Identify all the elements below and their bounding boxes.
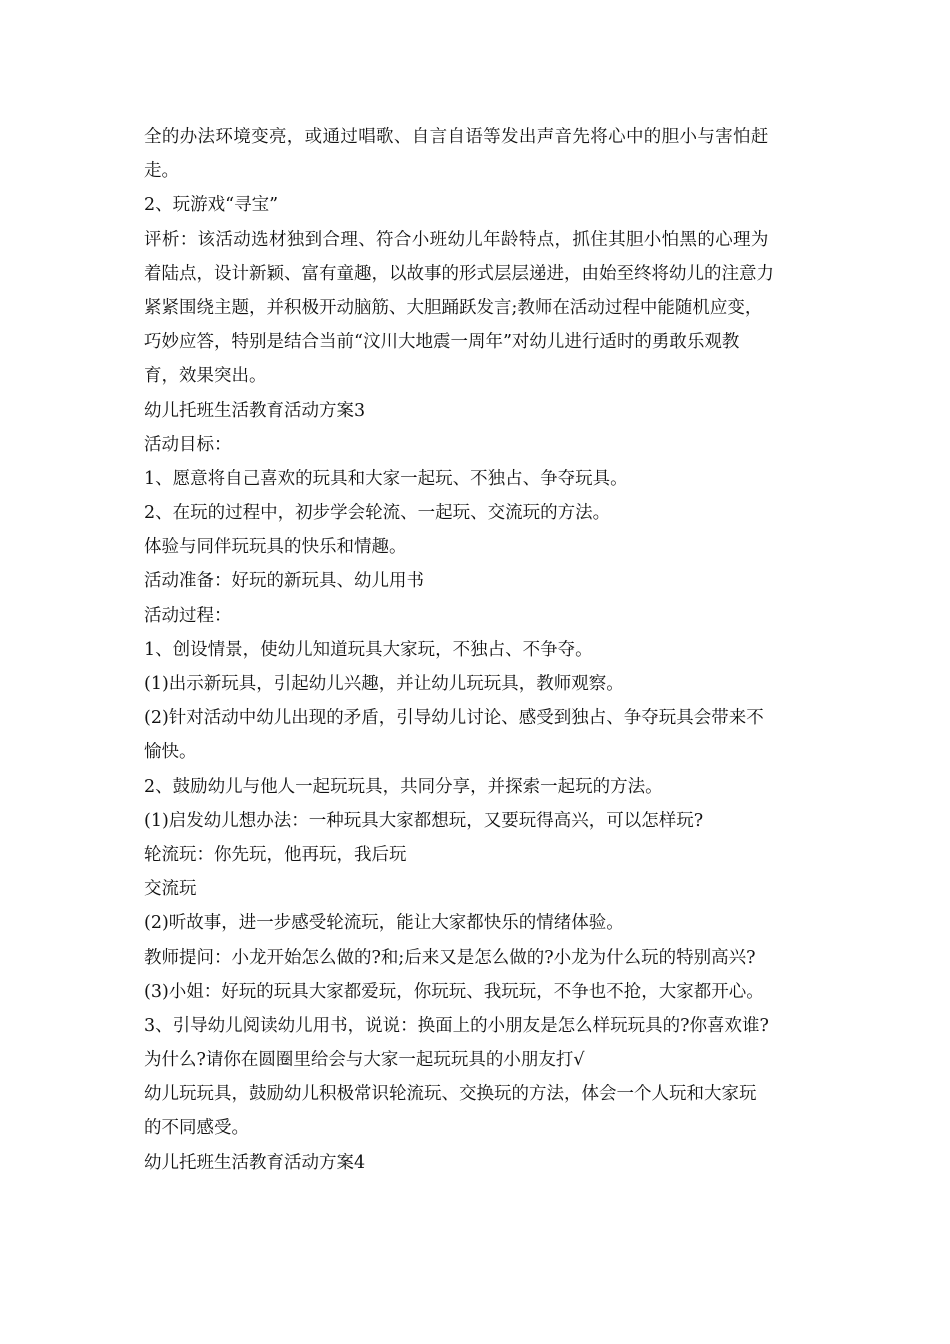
paragraph-line: 走。 (144, 161, 179, 182)
paragraph-line: (1)出示新玩具，引起幼儿兴趣，并让幼儿玩玩具，教师观察。 (144, 674, 624, 694)
paragraph-line: 教师提问：小龙开始怎么做的?和;后来又是怎么做的?小龙为什么玩的特别高兴? (144, 947, 756, 968)
paragraph-line: 轮流玩：你先玩，他再玩，我后玩 (144, 844, 407, 865)
section-heading: 活动过程： (144, 605, 232, 626)
paragraph-line: (3)小姐：好玩的玩具大家都爱玩，你玩玩、我玩玩，不争也不抢，大家都开心。 (144, 981, 764, 1002)
paragraph-line: (2)听故事，进一步感受轮流玩，能让大家都快乐的情绪体验。 (144, 913, 624, 934)
paragraph-line: 的不同感受。 (144, 1118, 249, 1139)
section-heading: 2、玩游戏“寻宝” (144, 195, 279, 216)
paragraph-line: 交流玩 (144, 879, 197, 900)
paragraph-line: 1、愿意将自己喜欢的玩具和大家一起玩、不独占、争夺玩具。 (144, 468, 628, 489)
paragraph-line: (2)针对活动中幼儿出现的矛盾，引导幼儿讨论、感受到独占、争夺玩具会带来不 (144, 708, 764, 729)
section-title: 幼儿托班生活教育活动方案4 (144, 1152, 366, 1173)
paragraph-line: 着陆点，设计新颖、富有童趣，以故事的形式层层递进，由始至终将幼儿的注意力 (144, 263, 774, 284)
section-title: 幼儿托班生活教育活动方案3 (144, 400, 366, 421)
paragraph-line: (1)启发幼儿想办法：一种玩具大家都想玩，又要玩得高兴，可以怎样玩? (144, 810, 704, 831)
paragraph-line: 2、在玩的过程中，初步学会轮流、一起玩、交流玩的方法。 (144, 503, 611, 524)
paragraph-line: 1、创设情景，使幼儿知道玩具大家玩，不独占、不争夺。 (144, 639, 593, 660)
section-heading: 活动目标： (144, 434, 232, 455)
paragraph-line: 3、引导幼儿阅读幼儿用书，说说：换面上的小朋友是怎么样玩玩具的?你喜欢谁? (144, 1015, 769, 1036)
paragraph-line: 育，效果突出。 (144, 366, 267, 387)
paragraph-line: 评析：该活动选材独到合理、符合小班幼儿年龄特点，抓住其胆小怕黑的心理为 (144, 229, 769, 250)
paragraph-line: 全的办法环境变亮，或通过唱歌、自言自语等发出声音先将心中的胆小与害怕赶 (144, 127, 769, 147)
paragraph-line: 2、鼓励幼儿与他人一起玩玩具，共同分享，并探索一起玩的方法。 (144, 776, 663, 797)
paragraph-line: 体验与同伴玩玩具的快乐和情趣。 (144, 537, 407, 558)
paragraph-line: 紧紧围绕主题，并积极开动脑筋、大胆踊跃发言;教师在活动过程中能随机应变， (144, 297, 763, 318)
paragraph-line: 愉快。 (144, 742, 197, 763)
paragraph-line: 幼儿玩玩具，鼓励幼儿积极常识轮流玩、交换玩的方法，体会一个人玩和大家玩 (144, 1084, 757, 1105)
paragraph-line: 巧妙应答，特别是结合当前“汶川大地震一周年”对幼儿进行适时的勇敢乐观教 (144, 332, 740, 353)
paragraph-line: 为什么?请你在圆圈里给会与大家一起玩玩具的小朋友打√ (144, 1050, 585, 1071)
paragraph-line: 活动准备：好玩的新玩具、幼儿用书 (144, 571, 424, 592)
document-body (144, 120, 812, 1180)
